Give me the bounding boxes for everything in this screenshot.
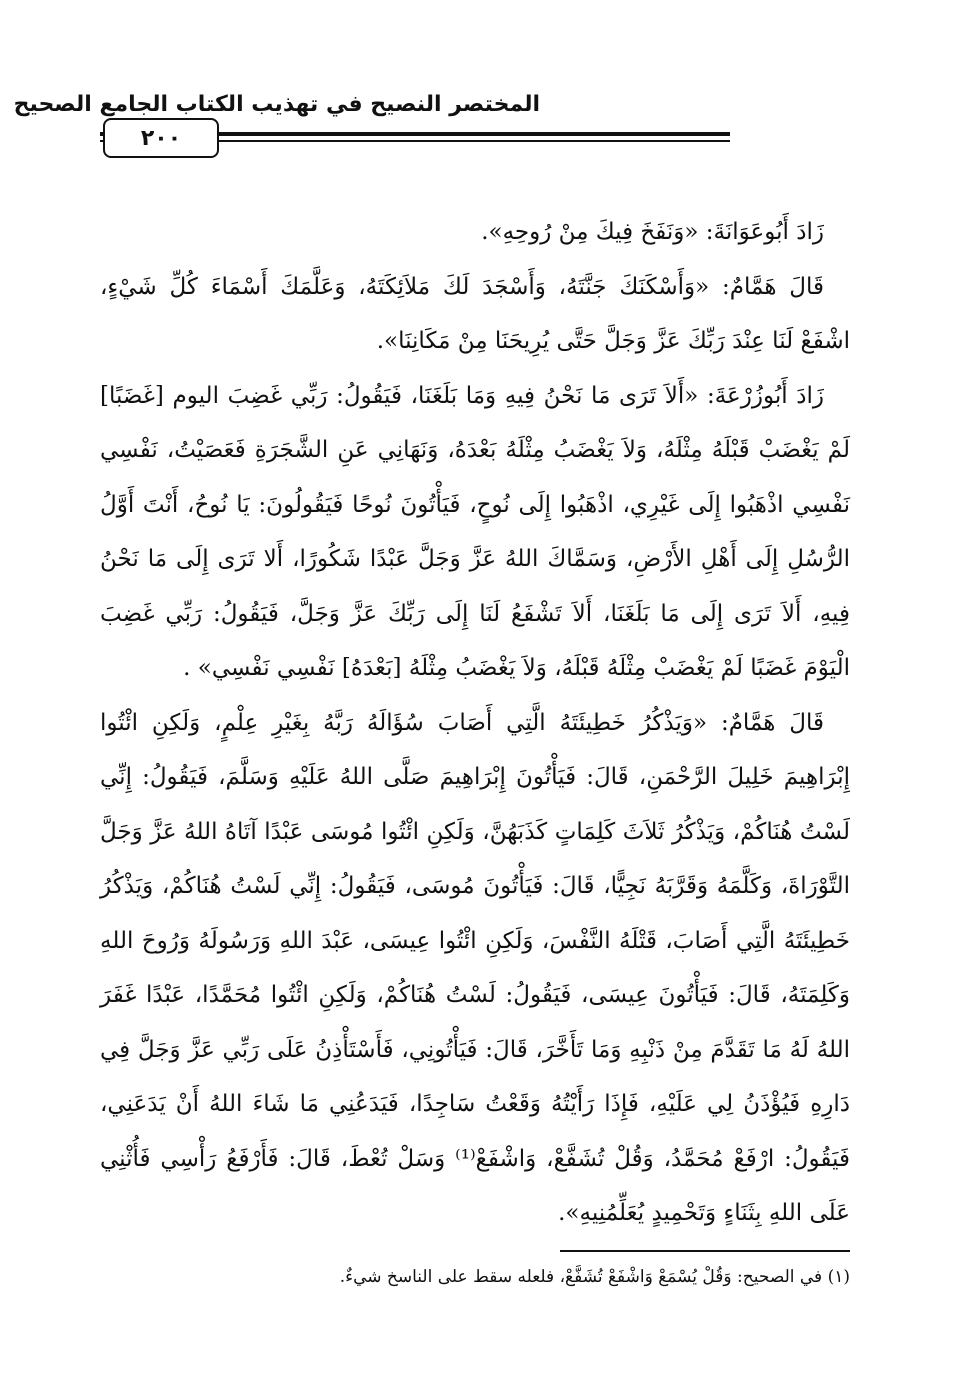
main-text — [100, 205, 850, 1241]
page-number: ٢٠٠ — [103, 118, 219, 158]
page-header — [13, 80, 850, 170]
paragraph-abu-awana: زَادَ أَبُوعَوَانَةَ: «وَنَفَخَ فِيكَ مِنْ رُوحِهِ». — [481, 219, 824, 245]
paragraph-hammam-1: قَالَ هَمَّامٌ: «وَأَسْكَنَكَ جَنَّتَهُ، وَأَسْجَدَ لَكَ مَلاَئِكَتَهُ، وَعَلَّمَكَ أَسْمَاءَ كُلِّ شَيْءٍ، اشْفَعْ لَنَا عِنْدَ رَبِّكَ عَزَّ وَجَلَّ حَتَّى يُرِيحَنَا مِنْ مَكَانِنَا». — [100, 273, 850, 354]
paragraph-hammam-2: قَالَ هَمَّامٌ: «وَيَذْكُرُ خَطِيئَتَهُ الَّتِي أَصَابَ سُؤَالَهُ رَبَّهُ بِغَيْرِ عِلْمٍ، وَلَكِنِ ائْتُوا إِبْرَاهِيمَ خَلِيلَ الرَّحْمَنِ، قَالَ: فَيَأْتُونَ إِبْرَاهِيمَ صَلَّى اللهُ عَلَيْهِ وَسَلَّمَ، فَيَقُولُ: إِنِّي لَسْتُ هُنَاكُمْ، وَيَذْكُرُ ثَلاَثَ كَلِمَاتٍ كَذَبَهُنَّ، وَلَكِنِ ائْتُوا مُوسَى عَبْدًا آتَاهُ اللهُ عَزَّ وَجَلَّ التَّوْرَاةَ، وَكَلَّمَهُ وَقَرَّبَهُ نَجِيًّا، قَالَ: فَيَأْتُونَ مُوسَى، فَيَقُولُ: إِنِّي لَسْتُ هُنَاكُمْ، وَيَذْكُرُ خَطِيئَتَهُ الَّتِي أَصَابَ، قَتْلَهُ النَّفْسَ، وَلَكِنِ ائْتُوا عِيسَى، عَبْدَ اللهِ وَرَسُولَهُ وَرُوحَ اللهِ وَكَلِمَتَهُ، قَالَ: فَيَأْتُونَ عِيسَى، فَيَقُولُ: لَسْتُ هُنَاكُمْ، وَلَكِنِ ائْتُوا مُحَمَّدًا، عَبْدًا غَفَرَ اللهُ لَهُ مَا تَقَدَّمَ مِنْ ذَنْبِهِ وَمَا تَأَخَّرَ، قَالَ: فَيَأْتُونِي، فَأَسْتَأْذِنُ عَلَى رَبِّي عَزَّ وَجَلَّ فِي دَارِهِ فَيُؤْذَنُ لِي عَلَيْهِ، فَإِذَا رَأَيْتُهُ وَقَعْتُ سَاجِدًا، فَيَدَعُنِي مَا شَاءَ اللهُ أَنْ يَدَعَنِي، فَيَقُولُ: ارْفَعْ مُحَمَّدُ، وَقُلْ تُشَفَّعْ، وَاشْفَعْ⁽¹⁾ وَسَلْ تُعْطَ، قَالَ: فَأَرْفَعُ رَأْسِي فَأُثْنِي عَلَى اللهِ بِثَنَاءٍ وَتَحْمِيدٍ يُعَلِّمُنِيهِ». — [100, 709, 850, 1226]
running-title: المختصر النصيح في تهذيب الكتاب الجامع الصحيح — [13, 92, 540, 117]
paragraph-abu-zura: زَادَ أَبُوزُرْعَةَ: «أَلاَ تَرَى مَا نَحْنُ فِيهِ وَمَا بَلَغَنَا، فَيَقُولُ: رَبِّي غَضِبَ اليوم [غَضَبًا] لَمْ يَغْضَبْ قَبْلَهُ مِثْلَهُ، وَلاَ يَغْضَبُ مِثْلَهُ بَعْدَهُ، وَنَهَانِي عَنِ الشَّجَرَةِ فَعَصَيْتُ، نَفْسِي نَفْسِي اذْهَبُوا إِلَى غَيْرِي، اذْهَبُوا إِلَى نُوحٍ، فَيَأْتُونَ نُوحًا فَيَقُولُونَ: يَا نُوحُ، أَنْتَ أَوَّلُ الرُّسُلِ إِلَى أَهْلِ الأَرْضِ، وَسَمَّاكَ اللهُ عَزَّ وَجَلَّ عَبْدًا شَكُورًا، أَلا تَرَى إِلَى مَا نَحْنُ فِيهِ، أَلاَ تَرَى إِلَى مَا بَلَغَنَا، أَلاَ تَشْفَعُ لَنَا إِلَى رَبِّكَ عَزَّ وَجَلَّ، فَيَقُولُ: رَبِّي غَضِبَ الْيَوْمَ غَضَبًا لَمْ يَغْضَبْ مِثْلَهُ قَبْلَهُ، وَلاَ يَغْضَبُ مِثْلَهُ [بَعْدَهُ] نَفْسِي نَفْسِي» . — [100, 382, 850, 681]
footnote: (١) في الصحيح: وَقُلْ يُسْمَعْ وَاشْفَعْ تُشَفَّعْ، فلعله سقط على الناسخ شيءٌ. — [339, 1267, 850, 1287]
footnote-divider — [560, 1250, 850, 1252]
